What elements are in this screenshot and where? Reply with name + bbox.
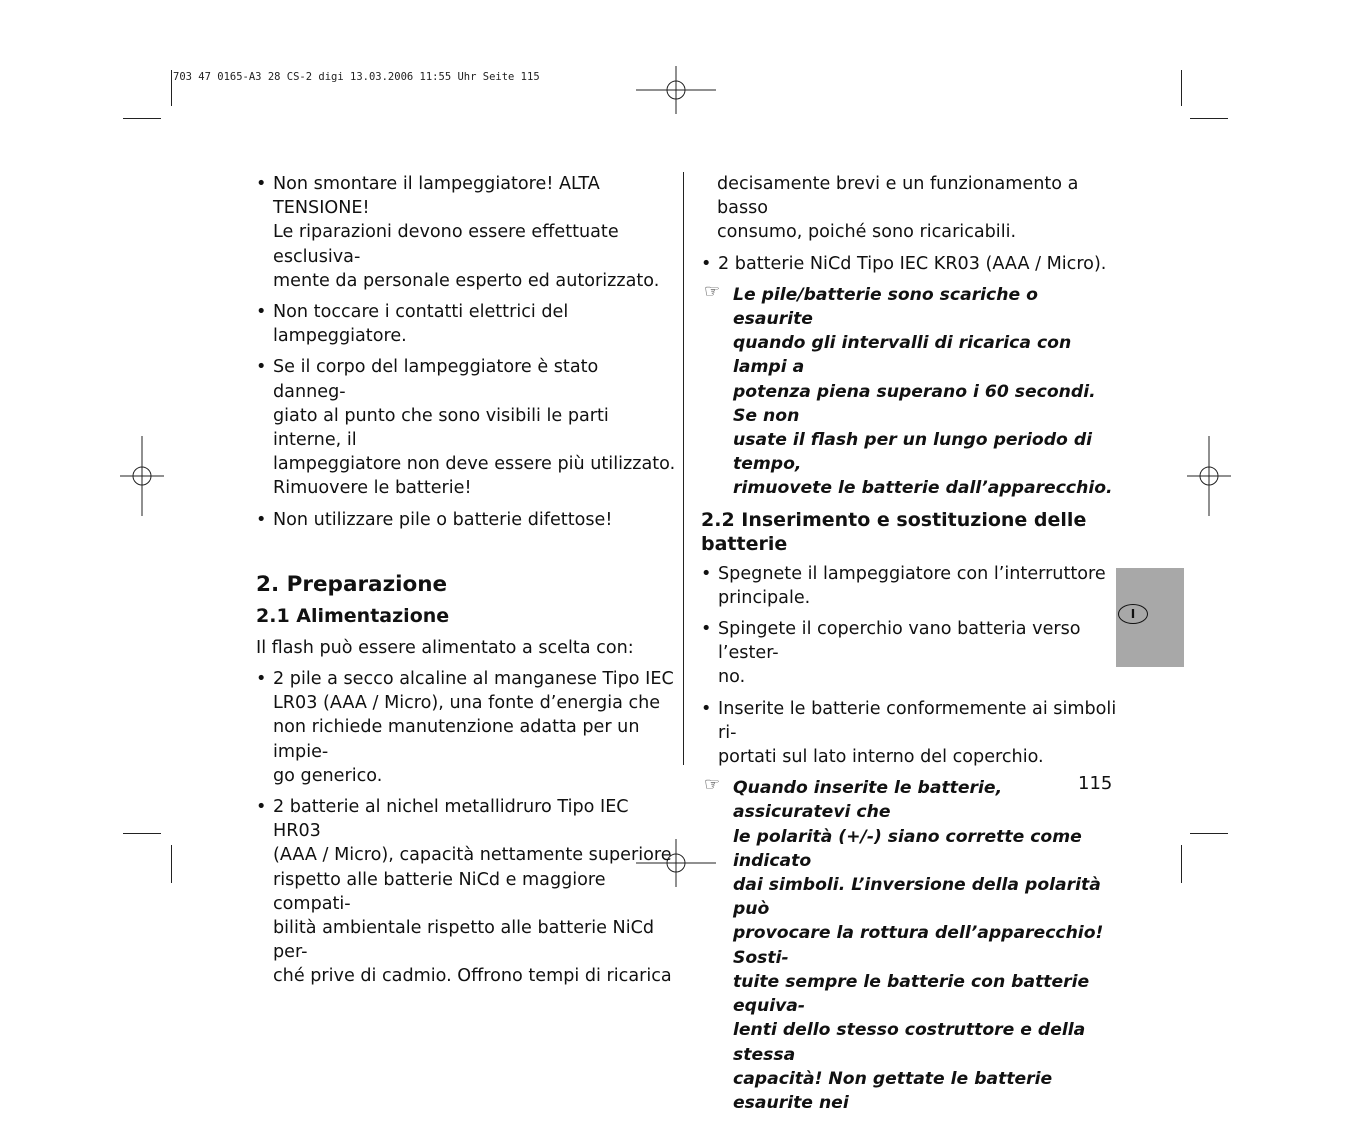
- crop-mark: [171, 70, 172, 106]
- list-item: • Non toccare i contatti elettrici del lampeggiatore.: [256, 300, 676, 348]
- left-column: [256, 172, 676, 996]
- intro-text: Il flash può essere alimentato a scelta con:: [256, 637, 634, 658]
- page-number: 115: [1078, 773, 1113, 794]
- subsection-heading: 2.1 Alimentazione: [256, 604, 450, 627]
- list-item: • Spegnete il lampeggiatore con l’interruttore principale.: [701, 562, 1121, 610]
- registration-mark-icon: [102, 436, 182, 516]
- note-block: ☞ Quando inserite le batterie, assicuratevi che le polarità (+/-) siano corrette come indicato dai simboli. L’inversione della polarità può provocare la rottura dell’apparecchio! Sosti- tuite sempre le batterie con batterie equiva- lenti dello stesso costruttore e della stessa capacità! Non gettate le batterie esaurite nei: [704, 774, 1104, 1113]
- list-item: • Spingete il coperchio vano batteria verso l’ester- no.: [701, 617, 1121, 690]
- crop-mark: [1190, 118, 1228, 119]
- column-divider: [683, 172, 684, 765]
- list-item: • 2 batterie NiCd Tipo IEC KR03 (AAA / Micro).: [701, 252, 1121, 276]
- language-badge: I: [1118, 604, 1148, 624]
- registration-mark-icon: [636, 50, 716, 130]
- list-item: • 2 batterie al nichel metallidruro Tipo IEC HR03 (AAA / Micro), capacità nettamente superiore rispetto alle batterie NiCd e maggiore compati- bilità ambientale rispetto alle batterie NiCd per- ché prive di cadmio. Offrono tempi di ricarica: [256, 795, 676, 989]
- list-item: • 2 pile a secco alcaline al manganese Tipo IEC LR03 (AAA / Micro), una fonte d’energia che non richiede manutenzione adatta per un impie- go generico.: [256, 667, 676, 788]
- registration-mark-icon: [1169, 436, 1249, 516]
- crop-mark: [1181, 845, 1182, 883]
- right-column: [701, 172, 1121, 1122]
- list-item: • Non utilizzare pile o batterie difettose!: [256, 508, 676, 532]
- print-header: 703 47 0165-A3 28 CS-2 digi 13.03.2006 11:55 Uhr Seite 115: [173, 71, 540, 83]
- list-item: • Non smontare il lampeggiatore! ALTA TENSIONE! Le riparazioni devono essere effettuate esclusiva- mente da personale esperto ed autorizzato.: [256, 172, 676, 293]
- crop-mark: [1190, 833, 1228, 834]
- crop-mark: [171, 845, 172, 883]
- list-item: • Inserite le batterie conformemente ai simboli ri- portati sul lato interno del coperchio.: [701, 697, 1121, 770]
- section-heading: 2. Preparazione: [256, 571, 448, 597]
- subsection-heading: 2.2 Inserimento e sostituzione delle batterie: [701, 508, 1087, 555]
- list-item: • Se il corpo del lampeggiatore è stato danneg- giato al punto che sono visibili le parti interne, il lampeggiatore non deve essere più utilizzato. Rimuovere le batterie!: [256, 355, 676, 500]
- crop-mark: [1181, 70, 1182, 106]
- continuation-text: decisamente brevi e un funzionamento a basso consumo, poiché sono ricaricabili.: [717, 174, 1079, 243]
- pointing-hand-icon: ☞: [704, 774, 721, 796]
- crop-mark: [123, 833, 161, 834]
- note-block: ☞ Le pile/batterie sono scariche o esaurite quando gli intervalli di ricarica con lampi a potenza piena superano i 60 secondi. Se non usate il flash per un lungo periodo di tempo, rimuovete le batterie dall’apparecchio.: [704, 280, 1113, 499]
- crop-mark: [123, 118, 161, 119]
- pointing-hand-icon: ☞: [704, 280, 721, 302]
